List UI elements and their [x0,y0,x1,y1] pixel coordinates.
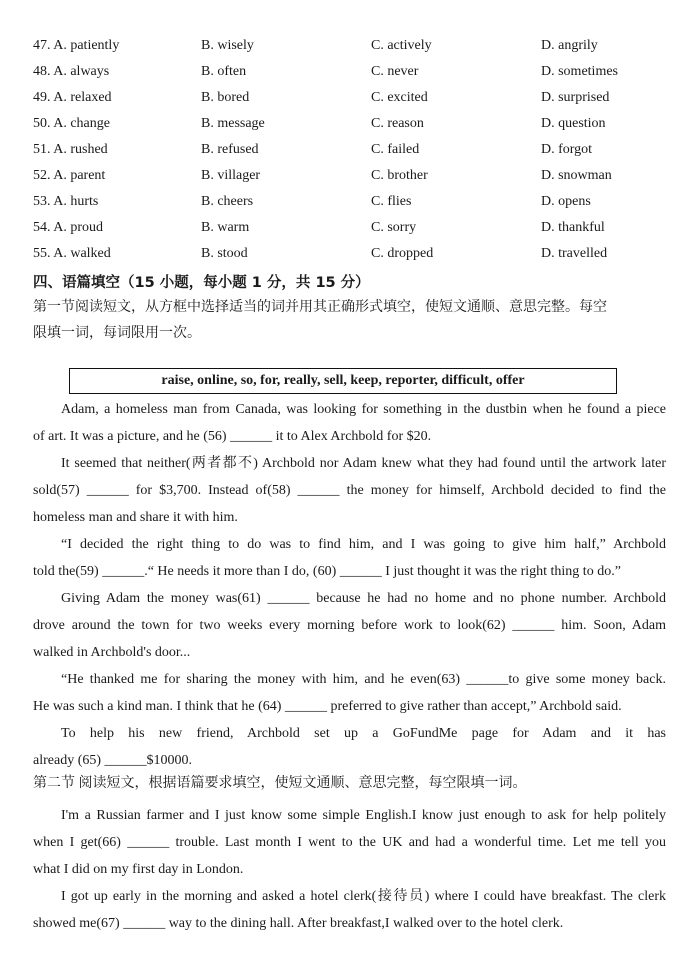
option-a: 49. A. relaxed [33,90,112,105]
option-row [0,168,693,190]
paragraph-line: He was such a kind man. I think that he (64) ______ preferred to give rather than accept,” Archbold said. [33,699,622,714]
option-c: C. flies [371,194,412,209]
part2-instruction: 第二节 阅读短文，根据语篇要求填空，使短文通顺、意思完整，每空限填一词。 [33,776,527,791]
option-d: D. angrily [541,38,598,53]
paragraph [33,666,666,720]
option-a: 54. A. proud [33,220,103,235]
paragraph [33,720,666,774]
section-title: 四、语篇填空（15 小题，每小题 1 分，共 15 分） [33,275,370,291]
option-a: 48. A. always [33,64,110,79]
option-b: B. refused [201,142,259,157]
paragraph-line: It seemed that neither(两者都不) Archbold nor Adam knew what they had found until the artwork later [61,456,666,471]
paragraph [33,396,666,450]
paragraph-line: homeless man and share it with him. [33,510,238,525]
option-c: C. actively [371,38,432,53]
paragraph-line: “He thanked me for sharing the money with him, and he even(63) ______to give some money back. [61,672,666,687]
option-d: D. surprised [541,90,610,105]
paragraph-line: drove around the town for two weeks every morning before work to look(62) ______ him. Soon, Adam [33,618,666,633]
paragraph-line: told the(59) ______.“ He needs it more than I do, (60) ______ I just thought it was the right thing to do.” [33,564,621,579]
option-b: B. warm [201,220,250,235]
paragraph [33,450,666,531]
paragraph-line: already (65) ______$10000. [33,753,193,768]
option-d: D. question [541,116,606,131]
paragraph-line: Giving Adam the money was(61) ______ because he had no home and no phone number. Archbold [61,591,666,606]
option-row [0,90,693,112]
option-d: D. opens [541,194,591,209]
part1-instruction [33,295,665,347]
option-a: 47. A. patiently [33,38,120,53]
option-c: C. brother [371,168,428,183]
option-row [0,64,693,86]
option-b: B. message [201,116,265,131]
option-row [0,38,693,60]
option-d: D. thankful [541,220,605,235]
paragraph-line: I got up early in the morning and asked a hotel clerk(接待员) where I could have breakfast. The clerk [61,889,666,904]
option-c: C. excited [371,90,428,105]
option-b: B. villager [201,168,261,183]
paragraph [33,883,666,937]
paragraph-line: of art. It was a picture, and he (56) ______ it to Alex Archbold for $20. [33,429,432,444]
word-box: raise, online, so, for, really, sell, keep, reporter, difficult, offer [69,368,617,394]
option-b: B. bored [201,90,250,105]
option-row [0,194,693,216]
paragraph [33,802,666,883]
option-a: 55. A. walked [33,246,111,261]
option-row [0,220,693,242]
paragraph-line: what I did on my first day in London. [33,862,244,877]
paragraph-line: when I get(66) ______ trouble. Last month I went to the UK and had a wonderful time. Let me tell you [33,835,666,850]
option-a: 53. A. hurts [33,194,99,209]
option-a: 51. A. rushed [33,142,108,157]
option-b: B. cheers [201,194,254,209]
option-b: B. often [201,64,247,79]
part1-instruction-line1: 第一节阅读短文，从方框中选择适当的词并用其正确形式填空，使短文通顺、意思完整。每空 [33,300,607,315]
option-d: D. sometimes [541,64,618,79]
paragraph [33,531,666,585]
part1-instruction-line2: 限填一词，每词限用一次。 [33,326,201,341]
option-row [0,116,693,138]
paragraph-line: Adam, a homeless man from Canada, was looking for something in the dustbin when he found a piece [61,402,666,417]
paragraph-line: I'm a Russian farmer and I just know some simple English.I know just enough to ask for help politely [61,808,666,823]
option-d: D. forgot [541,142,593,157]
option-a: 52. A. parent [33,168,106,183]
option-b: B. wisely [201,38,254,53]
paragraph-line: showed me(67) ______ way to the dining hall. After breakfast,I walked over to the hotel clerk. [33,916,564,931]
option-c: C. failed [371,142,420,157]
option-row [0,142,693,164]
paragraph-line: To help his new friend, Archbold set up a GoFundMe page for Adam and it has [61,726,666,741]
option-a: 50. A. change [33,116,110,131]
passage-one [33,396,666,774]
option-c: C. sorry [371,220,417,235]
paragraph [33,585,666,666]
option-c: C. reason [371,116,424,131]
option-c: C. never [371,64,419,79]
paragraph-line: sold(57) ______ for $3,700. Instead of(58) ______ the money for himself, Archbold decided to find the [33,483,666,498]
passage-two [33,802,666,937]
option-b: B. stood [201,246,248,261]
paragraph-line: walked in Archbold's door... [33,645,191,660]
option-d: D. travelled [541,246,608,261]
option-d: D. snowman [541,168,612,183]
option-row [0,246,693,268]
option-c: C. dropped [371,246,434,261]
paragraph-line: “I decided the right thing to do was to find him, and I was going to give him half,” Archbold [61,537,666,552]
